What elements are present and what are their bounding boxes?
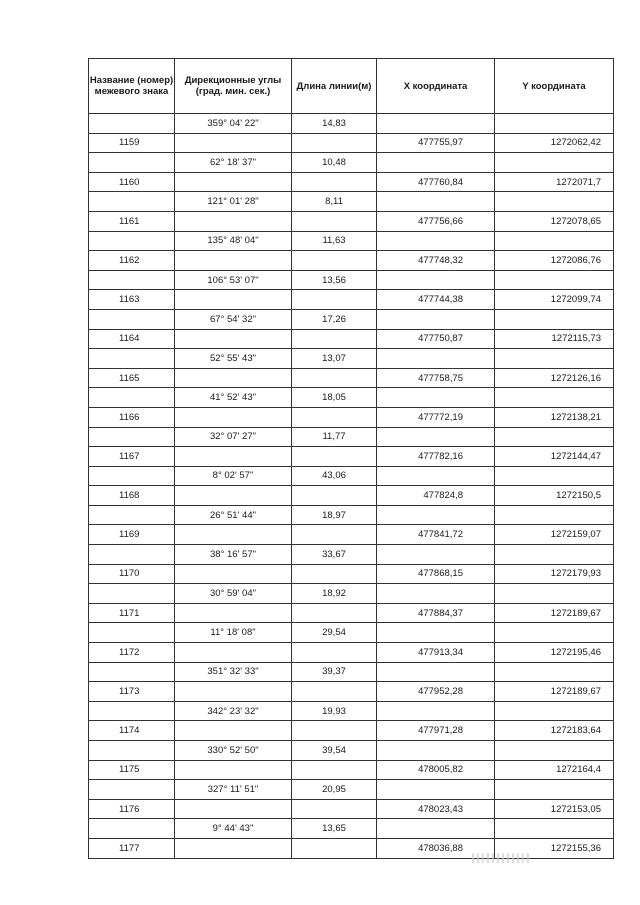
cell-length [292,564,377,584]
table-row-point [89,838,614,858]
cell-angle: 135° 48' 04" [175,231,292,251]
boundary-coordinates-table [88,58,614,859]
cell-angle [175,407,292,427]
cell-length: 20,95 [292,780,377,800]
cell-y: 1272071,7 [495,172,614,192]
cell-name: 1171 [89,603,175,623]
header-length: Длина линии(м) [292,59,377,114]
cell-angle: 121° 01' 28" [175,192,292,212]
cell-x: 477750,87 [377,329,495,349]
cell-length [292,407,377,427]
table-row-segment [89,349,614,369]
cell-angle [175,721,292,741]
cell-y [495,741,614,761]
table-row-segment [89,505,614,525]
table-row-point [89,760,614,780]
cell-angle: 26° 51' 44" [175,505,292,525]
cell-y [495,192,614,212]
table-row-point [89,603,614,623]
cell-y: 1272078,65 [495,211,614,231]
cell-length: 18,92 [292,584,377,604]
cell-name [89,545,175,565]
cell-angle: 359° 04' 22" [175,114,292,134]
cell-length: 18,97 [292,505,377,525]
table-row-point [89,721,614,741]
table-row-point [89,368,614,388]
cell-angle [175,329,292,349]
table-row-point [89,407,614,427]
cell-angle: 38° 16' 57" [175,545,292,565]
cell-y [495,270,614,290]
cell-x: 477971,28 [377,721,495,741]
cell-x [377,505,495,525]
table-header [89,59,614,114]
cell-y [495,505,614,525]
cell-length: 13,65 [292,819,377,839]
table-row-point [89,643,614,663]
cell-angle [175,172,292,192]
cell-length [292,133,377,153]
cell-y: 1272179,93 [495,564,614,584]
cell-length: 33,67 [292,545,377,565]
cell-length: 19,93 [292,701,377,721]
cell-y: 1272115,73 [495,329,614,349]
cell-angle: 330° 52' 50" [175,741,292,761]
faint-stamp-mark [472,853,532,863]
cell-y: 1272150,5 [495,486,614,506]
cell-x [377,741,495,761]
table-row-segment [89,584,614,604]
cell-length [292,682,377,702]
cell-length [292,838,377,858]
cell-angle [175,290,292,310]
cell-angle [175,564,292,584]
cell-length [292,643,377,663]
cell-name [89,192,175,212]
cell-angle: 62° 18' 37" [175,153,292,173]
cell-x: 478005,82 [377,760,495,780]
cell-y [495,231,614,251]
cell-y [495,819,614,839]
cell-name [89,741,175,761]
cell-name [89,819,175,839]
cell-name [89,153,175,173]
cell-angle [175,211,292,231]
cell-name: 1174 [89,721,175,741]
header-angle: Дирекционные углы (град. мин. сек.) [175,59,292,114]
cell-x [377,388,495,408]
cell-y: 1272155,36 [495,838,614,858]
cell-name: 1177 [89,838,175,858]
table-row-segment [89,701,614,721]
cell-length: 29,54 [292,623,377,643]
cell-name [89,270,175,290]
cell-length [292,486,377,506]
cell-y: 1272159,07 [495,525,614,545]
cell-name: 1165 [89,368,175,388]
cell-x: 477868,15 [377,564,495,584]
cell-y: 1272189,67 [495,682,614,702]
cell-angle: 351° 32' 33" [175,662,292,682]
table-row-segment [89,662,614,682]
cell-angle [175,643,292,663]
cell-name: 1167 [89,447,175,467]
cell-length [292,172,377,192]
cell-angle [175,525,292,545]
cell-length [292,368,377,388]
cell-name [89,623,175,643]
table-row-point [89,486,614,506]
header-y: Y координата [495,59,614,114]
cell-y: 1272086,76 [495,251,614,271]
cell-name [89,231,175,251]
cell-y: 1272183,64 [495,721,614,741]
cell-angle [175,682,292,702]
cell-name: 1166 [89,407,175,427]
cell-x: 477748,32 [377,251,495,271]
cell-x: 477841,72 [377,525,495,545]
cell-name: 1173 [89,682,175,702]
cell-x [377,309,495,329]
table-row-point [89,172,614,192]
cell-name: 1160 [89,172,175,192]
cell-name: 1169 [89,525,175,545]
cell-x: 477782,16 [377,447,495,467]
cell-angle: 52° 55' 43" [175,349,292,369]
cell-x [377,819,495,839]
table-row-segment [89,545,614,565]
cell-y [495,701,614,721]
cell-length [292,721,377,741]
cell-y [495,466,614,486]
cell-x [377,192,495,212]
cell-angle: 32° 07' 27" [175,427,292,447]
cell-x [377,114,495,134]
cell-x [377,662,495,682]
cell-name: 1164 [89,329,175,349]
cell-length: 43,06 [292,466,377,486]
cell-name: 1175 [89,760,175,780]
cell-y [495,427,614,447]
table-row-segment [89,780,614,800]
cell-x: 477772,19 [377,407,495,427]
cell-y: 1272144,47 [495,447,614,467]
table-row-point [89,799,614,819]
cell-x: 477884,37 [377,603,495,623]
cell-y [495,309,614,329]
cell-x [377,349,495,369]
cell-name: 1176 [89,799,175,819]
cell-angle [175,486,292,506]
table-row-point [89,564,614,584]
cell-y [495,623,614,643]
cell-length: 8,11 [292,192,377,212]
cell-y: 1272099,74 [495,290,614,310]
cell-angle [175,603,292,623]
cell-y [495,780,614,800]
cell-x: 478036,88 [377,838,495,858]
table-row-segment [89,741,614,761]
cell-name [89,114,175,134]
cell-x: 477755,97 [377,133,495,153]
cell-name [89,388,175,408]
table-row-segment [89,192,614,212]
cell-name [89,309,175,329]
cell-length [292,447,377,467]
header-name: Название (номер) межевого знака [89,59,175,114]
table-row-point [89,211,614,231]
cell-length: 13,56 [292,270,377,290]
coordinates-sheet [88,58,613,859]
cell-x: 477744,38 [377,290,495,310]
cell-angle [175,133,292,153]
cell-angle: 9° 44' 43" [175,819,292,839]
cell-length: 14,83 [292,114,377,134]
cell-length: 39,54 [292,741,377,761]
cell-angle [175,838,292,858]
cell-angle: 11° 18' 08" [175,623,292,643]
cell-name: 1163 [89,290,175,310]
cell-name [89,505,175,525]
cell-x [377,545,495,565]
cell-angle [175,368,292,388]
cell-y: 1272195,46 [495,643,614,663]
cell-x: 477952,28 [377,682,495,702]
table-row-point [89,290,614,310]
cell-y: 1272164,4 [495,760,614,780]
table-row-segment [89,309,614,329]
cell-length [292,760,377,780]
table-row-segment [89,388,614,408]
cell-x: 478023,43 [377,799,495,819]
cell-y [495,114,614,134]
cell-y [495,545,614,565]
cell-length [292,211,377,231]
cell-angle: 106° 53' 07" [175,270,292,290]
table-row-segment [89,114,614,134]
cell-name: 1159 [89,133,175,153]
cell-y [495,388,614,408]
cell-x: 477913,34 [377,643,495,663]
table-row-point [89,447,614,467]
header-x: X координата [377,59,495,114]
cell-x: 477756,66 [377,211,495,231]
table-row-segment [89,466,614,486]
cell-name [89,349,175,369]
cell-y [495,349,614,369]
cell-x: 477758,75 [377,368,495,388]
cell-y: 1272189,67 [495,603,614,623]
cell-x [377,427,495,447]
table-row-point [89,133,614,153]
cell-angle: 67° 54' 32" [175,309,292,329]
cell-angle: 8° 02' 57" [175,466,292,486]
cell-length [292,603,377,623]
cell-name: 1168 [89,486,175,506]
cell-x [377,153,495,173]
table-row-segment [89,819,614,839]
header-row [89,59,614,114]
cell-length: 13,07 [292,349,377,369]
cell-x [377,623,495,643]
cell-angle: 327° 11' 51" [175,780,292,800]
cell-angle [175,251,292,271]
table-row-segment [89,427,614,447]
table-row-segment [89,231,614,251]
cell-y [495,662,614,682]
cell-y [495,153,614,173]
table-row-point [89,525,614,545]
cell-length: 11,63 [292,231,377,251]
cell-x [377,780,495,800]
cell-length: 11,77 [292,427,377,447]
table-row-point [89,251,614,271]
cell-length [292,251,377,271]
table-row-segment [89,623,614,643]
cell-name: 1161 [89,211,175,231]
cell-name [89,584,175,604]
cell-length: 39,37 [292,662,377,682]
cell-y: 1272138,21 [495,407,614,427]
cell-length: 10,48 [292,153,377,173]
table-row-point [89,682,614,702]
cell-x [377,466,495,486]
cell-length [292,329,377,349]
table-row-segment [89,270,614,290]
cell-angle: 41° 52' 43" [175,388,292,408]
cell-name: 1170 [89,564,175,584]
cell-x: 477824,8 [377,486,495,506]
cell-angle [175,447,292,467]
cell-name [89,780,175,800]
cell-angle: 30° 59' 04" [175,584,292,604]
cell-x [377,584,495,604]
cell-name [89,662,175,682]
cell-angle: 342° 23' 32" [175,701,292,721]
cell-name: 1172 [89,643,175,663]
cell-name: 1162 [89,251,175,271]
cell-x [377,231,495,251]
cell-x [377,701,495,721]
cell-angle [175,799,292,819]
cell-x [377,270,495,290]
cell-length [292,799,377,819]
cell-name [89,701,175,721]
cell-y: 1272153,05 [495,799,614,819]
cell-name [89,427,175,447]
table-row-point [89,329,614,349]
cell-y: 1272062,42 [495,133,614,153]
cell-length [292,290,377,310]
table-row-segment [89,153,614,173]
cell-length: 18,05 [292,388,377,408]
table-body [89,114,614,859]
cell-name [89,466,175,486]
cell-angle [175,760,292,780]
cell-y [495,584,614,604]
cell-x: 477760,84 [377,172,495,192]
cell-length: 17,26 [292,309,377,329]
cell-y: 1272126,16 [495,368,614,388]
cell-length [292,525,377,545]
